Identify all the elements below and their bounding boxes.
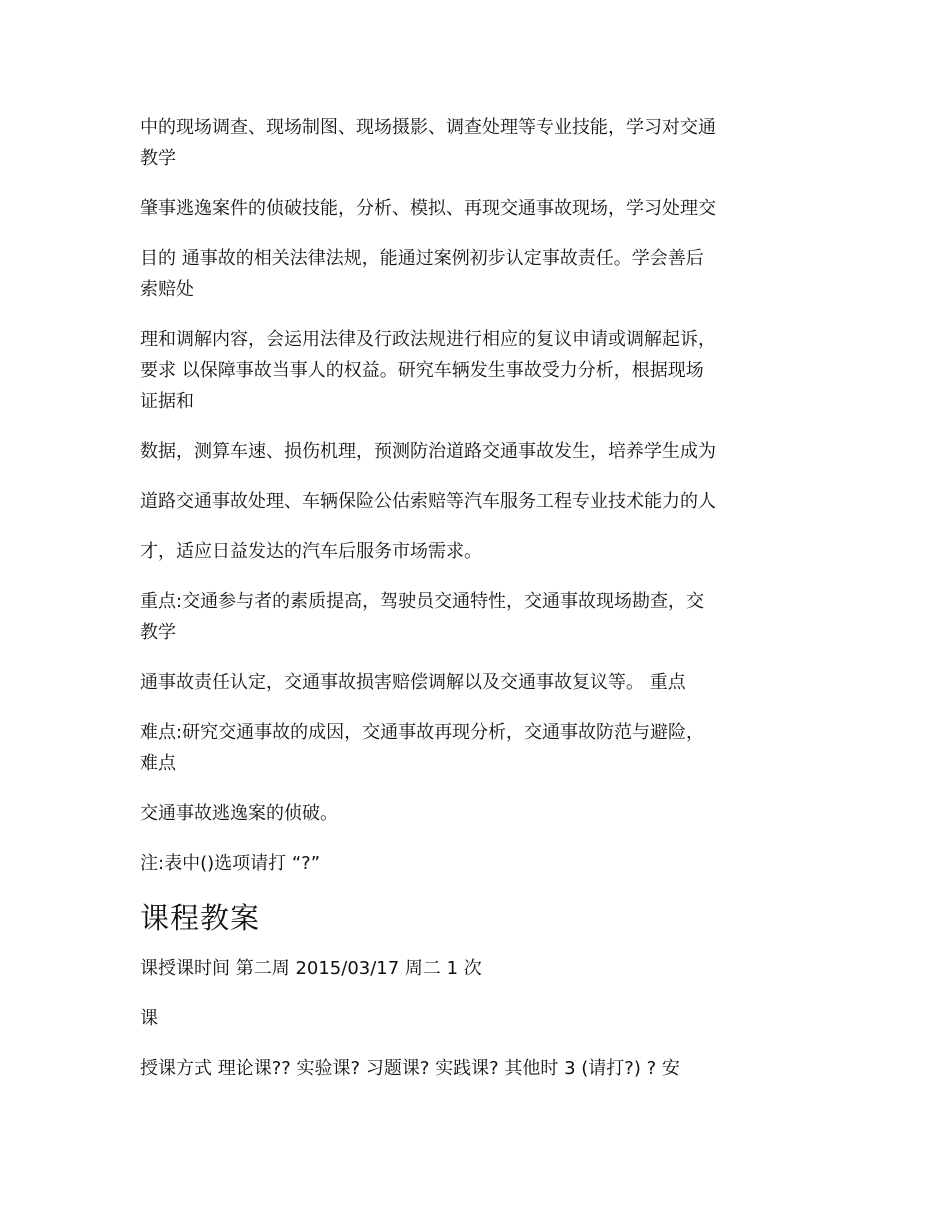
paragraph-12: 注:表中()选项请打 “?”: [140, 853, 321, 874]
paragraph-11: 交通事故逃逸案的侦破。: [140, 803, 338, 824]
paragraph-9: 通事故责任认定，交通事故损害赔偿调解以及交通事故复议等。 重点: [140, 672, 686, 693]
section-heading: 课程教案: [140, 901, 261, 935]
paragraph-1: 中的现场调查、现场制图、现场摄影、调查处理等专业技能，学习对交通 教学: [140, 117, 716, 169]
paragraph-6: 道路交通事故处理、车辆保险公估索赔等汽车服务工程专业技术能力的人: [140, 491, 716, 512]
schedule-line-continued: 课: [140, 1008, 158, 1029]
paragraph-7: 才，适应日益发达的汽车后服务市场需求。: [140, 541, 482, 562]
paragraph-3: 目的 通事故的相关法律法规，能通过案例初步认定事故责任。学会善后 索赔处: [140, 248, 704, 300]
teaching-method-line: 授课方式 理论课?? 实验课? 习题课? 实践课? 其他时 3 (请打?) ? 安: [140, 1058, 680, 1079]
paragraph-4: 理和调解内容，会运用法律及行政法规进行相应的复议申请或调解起诉， 要求 以保障事故当事人的权益。研究车辆发生事故受力分析，根据现场 证据和: [140, 329, 716, 412]
paragraph-2: 肇事逃逸案件的侦破技能，分析、模拟、再现交通事故现场，学习处理交: [140, 198, 716, 219]
schedule-line: 课授课时间 第二周 2015/03/17 周二 1 次: [140, 958, 482, 979]
paragraph-10: 难点:研究交通事故的成因，交通事故再现分析，交通事故防范与避险， 难点: [140, 722, 705, 774]
document-page: [140, 112, 820, 1103]
paragraph-5: 数据，测算车速、损伤机理，预测防治道路交通事故发生，培养学生成为: [140, 441, 716, 462]
paragraph-8: 重点:交通参与者的素质提高，驾驶员交通特性，交通事故现场勘查，交 教学: [140, 591, 705, 643]
